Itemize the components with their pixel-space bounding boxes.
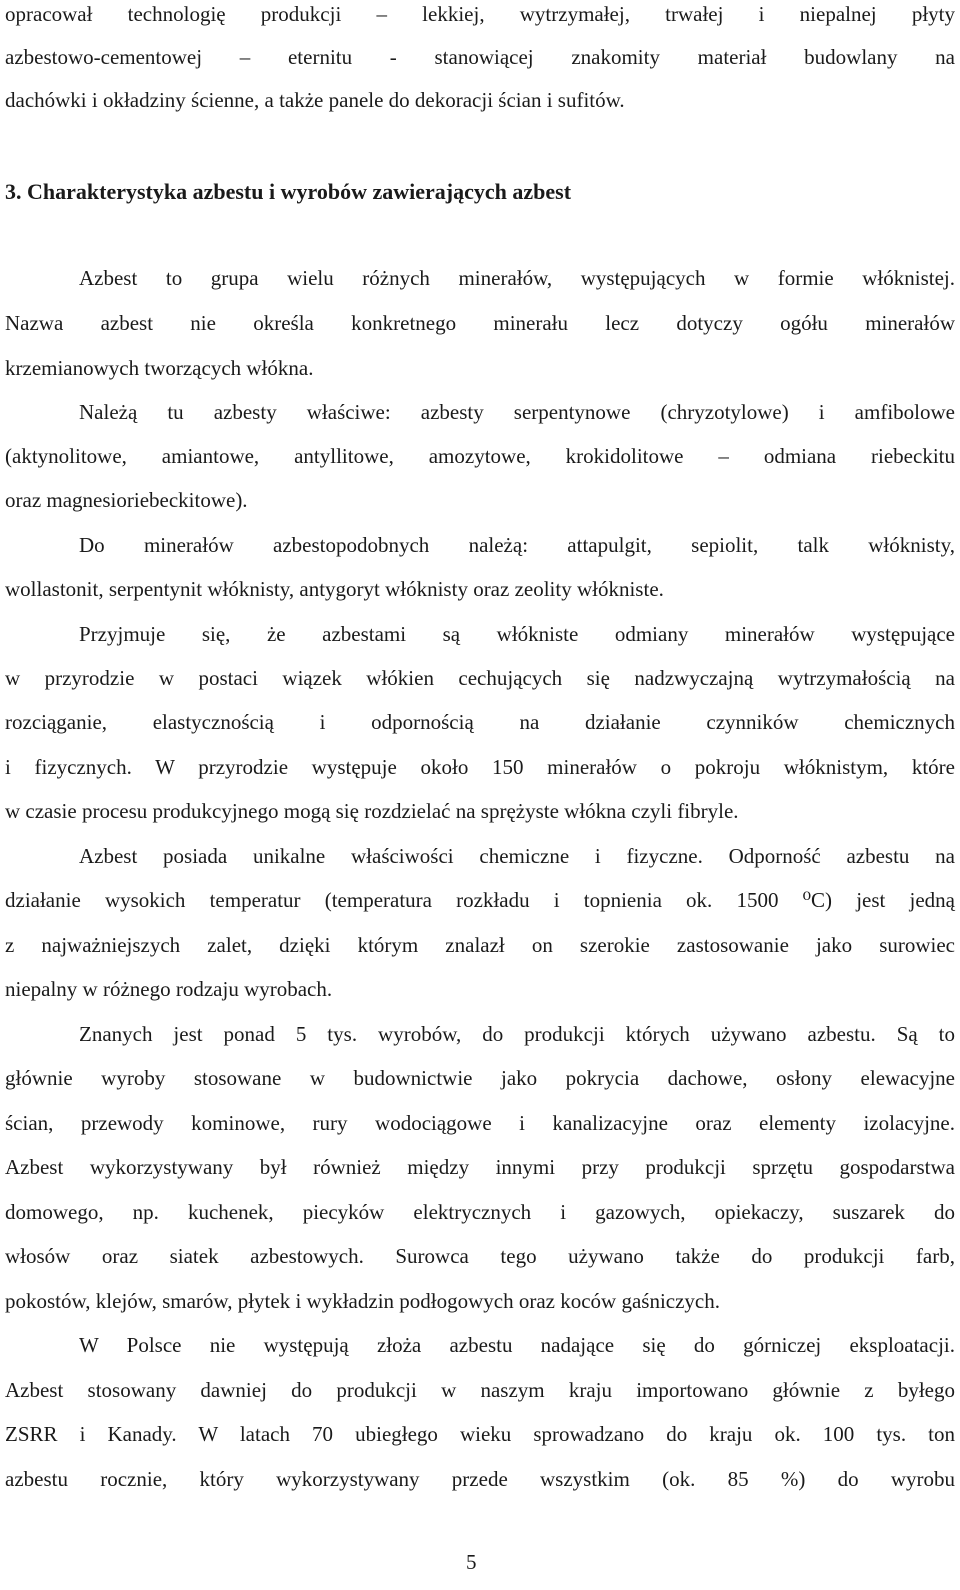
text-line: pokostów, klejów, smarów, płytek i wykładzin podłogowych oraz koców gaśniczych. — [5, 1289, 721, 1313]
paragraph-first-line: Do minerałów azbestopodobnych należą: attapulgit, sepiolit, talk włóknisty, — [79, 533, 955, 557]
text-line: domowego, np. kuchenek, piecyków elektrycznych i gazowych, opiekaczy, suszarek do — [5, 1200, 955, 1224]
text-line: azbestowo-cementowej – eternitu - stanowiącej znakomity materiał budowlany na — [5, 45, 955, 69]
text-line: w przyrodzie w postaci wiązek włókien cechujących się nadzwyczajną wytrzymałością na — [5, 666, 955, 690]
text-line: Azbest stosowany dawniej do produkcji w naszym kraju importowano głównie z byłego — [5, 1378, 955, 1402]
document-page — [5, 0, 955, 1590]
text-line: działanie wysokich temperatur (temperatura rozkładu i topnienia ok. 1500 ⁰C) jest jedną — [5, 888, 955, 912]
paragraph-first-line: Znanych jest ponad 5 tys. wyrobów, do produkcji których używano azbestu. Są to — [79, 1022, 955, 1046]
text-line: Azbest wykorzystywany był również między innymi przy produkcji sprzętu gospodarstwa — [5, 1155, 955, 1179]
text-line: z najważniejszych zalet, dzięki którym znalazł on szerokie zastosowanie jako surowiec — [5, 933, 955, 957]
text-line: włosów oraz siatek azbestowych. Surowca tego używano także do produkcji farb, — [5, 1244, 955, 1268]
page-number: 5 — [466, 1550, 477, 1574]
text-line: niepalny w różnego rodzaju wyrobach. — [5, 977, 333, 1001]
paragraph-first-line: Azbest to grupa wielu różnych minerałów, występujących w formie włóknistej. — [79, 266, 955, 290]
text-line: dachówki i okładziny ścienne, a także panele do dekoracji ścian i sufitów. — [5, 88, 625, 112]
text-line: w czasie procesu produkcyjnego mogą się rozdzielać na sprężyste włókna czyli fibryle. — [5, 799, 739, 823]
text-line: krzemianowych tworzących włókna. — [5, 356, 314, 380]
paragraph-first-line: W Polsce nie występują złoża azbestu nadające się do górniczej eksploatacji. — [79, 1333, 955, 1357]
text-line: opracował technologię produkcji – lekkiej, wytrzymałej, trwałej i niepalnej płyty — [5, 2, 955, 26]
text-line: rozciąganie, elastycznością i odpornością na działanie czynników chemicznych — [5, 710, 955, 734]
text-line: ścian, przewody kominowe, rury wodociągowe i kanalizacyjne oraz elementy izolacyjne. — [5, 1111, 955, 1135]
paragraph-first-line: Przyjmuje się, że azbestami są włókniste odmiany minerałów występujące — [79, 622, 955, 646]
text-line: Nazwa azbest nie określa konkretnego minerału lecz dotyczy ogółu minerałów — [5, 311, 955, 335]
text-line: i fizycznych. W przyrodzie występuje około 150 minerałów o pokroju włóknistym, które — [5, 755, 955, 779]
text-line: wollastonit, serpentynit włóknisty, antygoryt włóknisty oraz zeolity włókniste. — [5, 577, 664, 601]
text-line: (aktynolitowe, amiantowe, antyllitowe, amozytowe, krokidolitowe – odmiana riebeckitu — [5, 444, 955, 468]
text-line: azbestu rocznie, który wykorzystywany przede wszystkim (ok. 85 %) do wyrobu — [5, 1467, 955, 1491]
section-heading: 3. Charakterystyka azbestu i wyrobów zawierających azbest — [5, 179, 572, 204]
paragraph-first-line: Należą tu azbesty właściwe: azbesty serpentynowe (chryzotylowe) i amfibolowe — [79, 400, 955, 424]
text-line: głównie wyroby stosowane w budownictwie jako pokrycia dachowe, osłony elewacyjne — [5, 1066, 955, 1090]
text-line: oraz magnesioriebeckitowe). — [5, 488, 248, 512]
text-line: ZSRR i Kanady. W latach 70 ubiegłego wieku sprowadzano do kraju ok. 100 tys. ton — [5, 1422, 955, 1446]
paragraph-first-line: Azbest posiada unikalne właściwości chemiczne i fizyczne. Odporność azbestu na — [79, 844, 955, 868]
